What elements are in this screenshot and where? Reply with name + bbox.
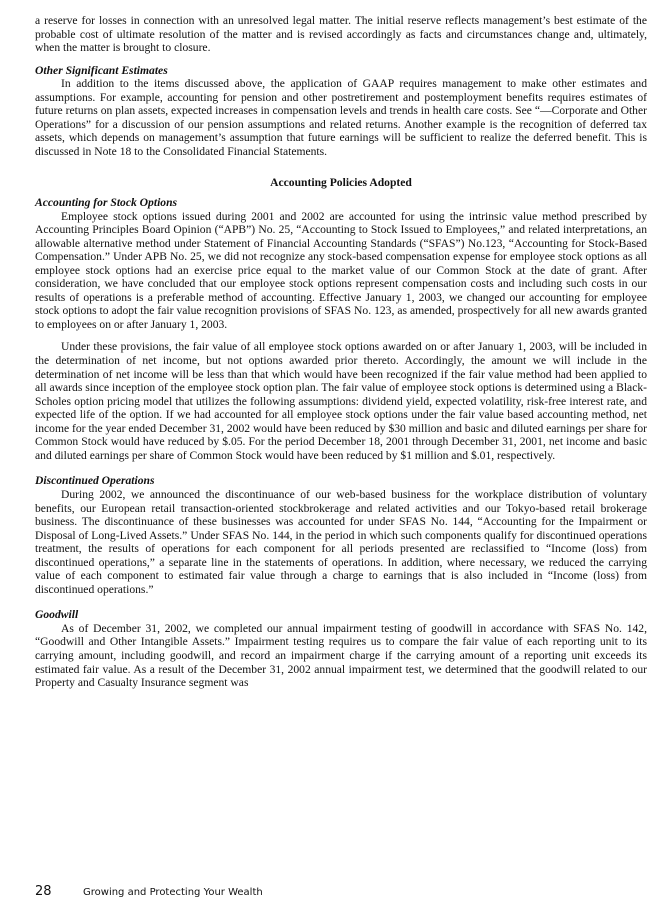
stock-options-paragraph-1: Employee stock options issued during 2001 and 2002 are accounted for using the intrinsic value method prescribed by Accounting Principles Board Opinion (“APB”) No. 25, “Accounting to Stock Issued to Employees,” and related interpretations, an allowable alternative method under Statement of Financial Accounting Standards (“SFAS”) No.123, “Accounting for Stock-Based Compensation.” Under APB No. 25, we did not recognize any stock-based compensation expense for employee stock options as all employee stock options had an exercise price equal to the market value of our Common Stock at the date of grant. After consideration, we have concluded that our employee stock options represent compensation costs and including such costs in our results of operations is a preferable method of accounting. Effective January 1, 2003, we changed our accounting for employee stock options to adopt the fair value recognition provisions of SFAS No. 123, as amended, prospectively for all new awards granted to employees on or after January 1, 2003.: [35, 209, 647, 331]
intro-paragraph: a reserve for losses in connection with an unresolved legal matter. The initial reserve reflects management’s best estimate of the probable cost of ultimate resolution of the matter and is revised accordingly as facts and circumstances change and, ultimately, when the matter is brought to closure.: [35, 14, 647, 55]
discontinued-heading: Discontinued Operations: [35, 474, 155, 488]
page-footer: [35, 884, 263, 899]
stock-options-paragraph-2: Under these provisions, the fair value of all employee stock options awarded on or after January 1, 2003, will be included in the determination of net income, but not options awarded prior thereto. Accordingly, the amount we will include in the determination of net income will be less than that which would have been recognized if the fair value method had been applied to all awards since inception of the employee stock option plan. The fair value of employee stock options is determined using a Black-Scholes option pricing model that utilizes the following assumptions: dividend yield, expected volatility, risk-free interest rate, and expected life of the option. If we had accounted for all employee stock options under the fair value based accounting method, net income for the year ended December 31, 2002 would have been reduced by $30 million and basic and diluted earnings per share for Common Stock would have reduced by $.05. For the period December 18, 2001 through December 31, 2001, net income and basic and diluted earnings per share of Common Stock would have been reduced by $1 million and $.01, respectively.: [35, 340, 648, 462]
other-estimates-heading: Other Significant Estimates: [35, 63, 168, 77]
running-title: Growing and Protecting Your Wealth: [83, 887, 263, 898]
other-estimates-paragraph: In addition to the items discussed above, the application of GAAP requires management to make other estimates and assumptions. For example, accounting for pension and other postretirement and postemployment benefits requires estimates of future returns on plan assets, expected increases in compensation levels and trends in health care costs. See “—Corporate and Other Operations” for a discussion of our pension assumptions and related returns. Another example is the recognition of deferred tax assets, which depends on management’s assumption that future earnings will be sufficient to realize the deferred benefit. This is discussed in Note 18 to the Consolidated Financial Statements.: [35, 77, 647, 158]
policies-heading: Accounting Policies Adopted: [270, 176, 412, 190]
document-page: [35, 14, 647, 690]
page-number: 28: [35, 884, 52, 899]
stock-options-heading: Accounting for Stock Options: [35, 196, 178, 210]
goodwill-heading: Goodwill: [35, 608, 79, 622]
goodwill-paragraph: As of December 31, 2002, we completed our annual impairment testing of goodwill in accordance with SFAS No. 142, “Goodwill and Other Intangible Assets.” Impairment testing requires us to compare the fair value of each reporting unit to its carrying amount, including goodwill, and record an impairment charge if the carrying amount of a reporting unit exceeds its estimated fair value. As a result of the December 31, 2002 annual impairment test, we determined that the goodwill related to our Property and Casualty Insurance segment was: [35, 621, 647, 690]
discontinued-paragraph: During 2002, we announced the discontinuance of our web-based business for the workplace distribution of voluntary benefits, our European retail transaction-oriented stockbrokerage and related activities and our Tokyo-based retail brokerage business. The discontinuance of these businesses was accounted for under SFAS No. 144, “Accounting for the Impairment or Disposal of Long-Lived Assets.” Under SFAS No. 144, in the period in which such components qualify for discontinued operations treatment, the results of operations for each component for all periods presented are reclassified to “Income (loss) from discontinued operations,” a separate line in the statements of operations. In addition, where necessary, we reduced the carrying value of each component to estimated fair value through a charge to earnings that is also included in “Income (loss) from discontinued operations.”: [35, 487, 647, 596]
